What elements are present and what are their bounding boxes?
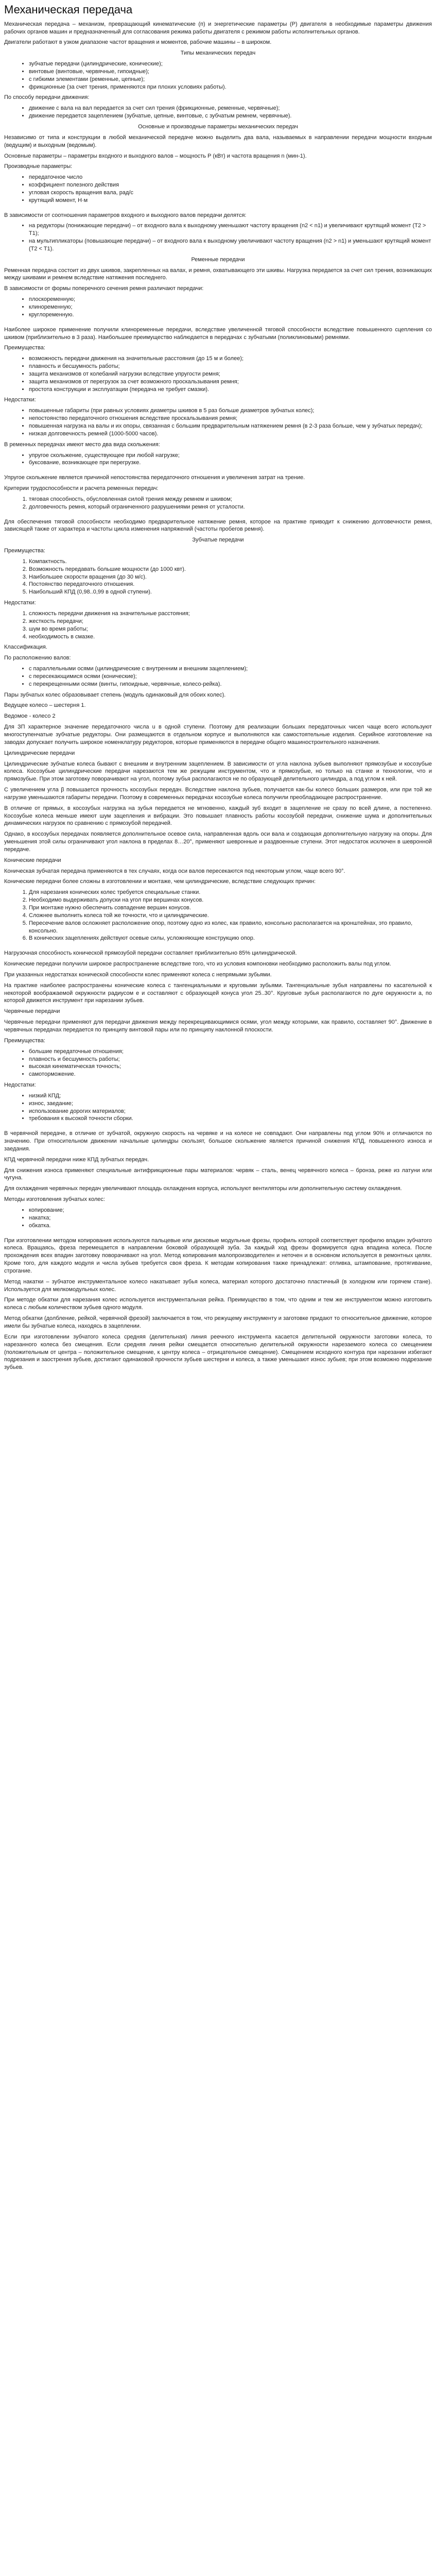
- list-item: • зубчатые передачи (цилиндрические, конические);: [29, 60, 432, 68]
- list-item: • повышенные габариты (при равных условиях диаметры шкивов в 5 раз больше диаметров зубчатых колес);: [29, 407, 432, 415]
- paragraph: При указанных недостатках конической способности колес применяют колеса с непрямыми зубьями.: [4, 971, 272, 978]
- list-item: • простота конструкции и эксплуатации (передача не требует смазки).: [29, 386, 432, 394]
- paragraph: По расположению валов:: [4, 655, 71, 662]
- paragraph: Независимо от типа и конструкции в любой механической передаче можно выделить два вала, называемых в направлении передачи мощности входным (ведущим) и выходным (ведомым).: [4, 134, 432, 148]
- paragraph: Конические передачи получили широкое распространение вследствие того, что из условия компоновки необходимо расположить валы под углом.: [4, 961, 391, 968]
- list-item: • угловая скорость вращения вала, рад/с: [29, 189, 432, 197]
- list-item: 3. Наибольшее скорости вращения (до 30 м/с).: [29, 573, 432, 581]
- list-item: • защита механизмов от колебаний нагрузки вследствие упругости ремня;: [29, 370, 432, 378]
- paragraph: Основные параметры – параметры входного и выходного валов – мощность Р (кВт) и частота вращения n (мин-1).: [4, 152, 307, 159]
- paragraph: Производные параметры:: [4, 163, 73, 170]
- paragraph: Ременная передача состоит из двух шкивов, закрепленных на валах, и ремня, охватывающего эти шкивы. Нагрузка передается за счет сил трения, возникающих между шкивами и ремнем вследствие натяжения последнего.: [4, 267, 432, 281]
- bullet-list: [4, 296, 432, 319]
- list-item: • износ, заедание;: [29, 1100, 432, 1108]
- document-body: [4, 21, 432, 1371]
- bullet-list: [4, 174, 432, 204]
- paragraph: Если при изготовлении зубчатого колеса средняя (делительная) линия реечного инструмента касается делительной окружности заготовки колеса, то нарезанного колеса без смещения. Если средняя линия рейки смещается относительно делительной окружности нарезаемого колеса со смещением (положительным от центра – положительное смещение, к центру колеса – отрицательное смещение). Смещением исходного контура при нарезании избегают подрезания и заострения зубьев, достигают одинаковой прочности зубьев шестерни и колеса, а также уменьшают износ зубьев; при этом возможно подрезание зубьев.: [4, 1333, 432, 1371]
- list-item: • плоскоременную;: [29, 296, 432, 303]
- paragraph: Наиболее широкое применение получили клиноременные передачи, вследствие увеличенной тяговой способности вследствие повышенного сцепления со шкивом (приблизительно в 3 раза). Наибольшее преимущество наблюдается в передачах с зубчатыми (поликлиновыми) ремнями.: [4, 326, 432, 341]
- paragraph: С увеличением угла β повышается прочность косозубых передач. Вследствие наклона зубьев, получается как-бы колесо больших размеров, или при той же нагрузке уменьшаются габариты передачи. Поэтому в современных передачах косозубые колеса получили преобладающее распространение.: [4, 787, 432, 801]
- paragraph: Недостатки:: [4, 600, 36, 606]
- list-item: • с перекрещенными осями (винты, гипоидные, червячные, колесо-рейка).: [29, 681, 432, 688]
- list-item: • круглоременную.: [29, 311, 432, 319]
- paragraph: Цилиндрические зубчатые колеса бывают с внешним и внутренним зацеплением. В зависимости от угла наклона зубьев выполняют прямозубые и косозубые колеса. Косозубые цилиндрические передачи нарезаются тем же режущим инструментом, что и прямозубые, но только на станке и технологии, что и прямозубые. При этом заготовку поворачивают на угол, поэтому зубья располагаются не по образующей делительного цилиндра, а под углом к ней.: [4, 760, 432, 783]
- paragraph: Преимущества:: [4, 1037, 45, 1044]
- section-heading: Ременные передачи: [191, 256, 245, 263]
- list-item: • упругое скольжение, существующее при любой нагрузке;: [29, 452, 432, 460]
- list-item: • винтовые (винтовые, червячные, гипоидные);: [29, 68, 432, 76]
- paragraph: Недостатки:: [4, 397, 36, 403]
- spacer: [4, 1126, 432, 1130]
- paragraph: Конические передачи более сложны в изготовлении и монтаже, чем цилиндрические, вследствие следующих причин:: [4, 878, 316, 885]
- list-item: • с параллельными осями (цилиндрические с внутренним и внешним зацеплением);: [29, 665, 432, 673]
- paragraph: Пары зубчатых колес образовывает степень (модуль одинаковый для обоих колес).: [4, 691, 226, 698]
- paragraph: Для охлаждения червячных передач увеличивают площадь охлаждения корпуса, используют вентиляторы или дополнительную систему охлаждения.: [4, 1185, 402, 1192]
- paragraph: Классификация.: [4, 644, 47, 651]
- section-heading: Типы механических передач: [180, 50, 256, 57]
- list-item: 4. необходимость в смазке.: [29, 633, 432, 641]
- numbered-list: [4, 610, 432, 640]
- paragraph: Для ЗП характерное значение передаточного числа u в одной ступени. Поэтому для реализации больших передаточных чисел чаще всего используют многоступенчатые зубчатые редукторы. Они размещаются в отдельном корпусе и выполняются как самостоятельные изделия. Серийное изготовление на заводах допускает получить широкое номенклатуру редукторов, которые применяются в передаче общего машиностроительного назначения.: [4, 724, 432, 745]
- paragraph: Коническая зубчатая передача применяются в тех случаях, когда оси валов пересекаются под некоторым углом, чаще всего 90°.: [4, 868, 345, 874]
- list-item: 1. Компактность.: [29, 558, 432, 566]
- list-item: 4. Сложнее выполнить колеса той же точности, что и цилиндрические.: [29, 912, 432, 920]
- list-item: • движение с вала на вал передается за счет сил трения (фрикционные, ременные, червячные);: [29, 105, 432, 112]
- list-item: • на редукторы (понижающие передачи) – от входного вала к выходному уменьшают частоту вращения (n2 < n1) и увеличивают крутящий момент (T2 > T1);: [29, 222, 432, 238]
- list-item: 3. При монтаже нужно обеспечить совпадение вершин конусов.: [29, 904, 432, 912]
- list-item: 2. Необходимо выдерживать допуски на угол при вершинах конусов.: [29, 896, 432, 904]
- spacer: [4, 945, 432, 950]
- paragraph: Конические передачи: [4, 857, 61, 863]
- paragraph: Метод обкатки (долбление, рейкой, червячной фрезой) заключается в том, что режущему инструменту и заготовке придают то относительное движение, которое имели бы зубчатые колеса, находясь в зацеплении.: [4, 1315, 432, 1329]
- list-item: 1. Для нарезания конических колес требуется специальные станки.: [29, 889, 432, 896]
- list-item: • накатка;: [29, 1214, 432, 1222]
- list-item: • большие передаточные отношения;: [29, 1048, 432, 1056]
- paragraph: При методе обкатки для нарезания колес используется инструментальная рейка. Преимущество в том, что одним и тем же инструментом можно изготовить колеса с любым количеством зубьев одного модуля.: [4, 1297, 432, 1311]
- list-item: • копирование;: [29, 1207, 432, 1214]
- paragraph: Для снижения износа применяют специальные антифрикционные пары материалов: червяк – сталь, венец червячного колеса – бронза, реже из латуни или чугуна.: [4, 1167, 432, 1181]
- bullet-list: [4, 222, 432, 252]
- paragraph: Метод накатки – зубчатое инструментальное колесо накатывает зубья колеса, материал которого достаточно пластичный (в холодном или горячем стане). Используется для мелкомодульных колес.: [4, 1278, 432, 1293]
- list-item: 1. сложность передачи движения на значительные расстояния;: [29, 610, 432, 618]
- list-item: 5. Пересечение валов осложняет расположение опор, поэтому одно из колес, как правило, консольно располагается на кронштейнах, это правило, консольно.: [29, 920, 432, 935]
- bullet-list: [4, 1092, 432, 1123]
- paragraph: В червячной передаче, в отличие от зубчатой, окружную скорость на червяке и на колесе не совпадают. Они направлены под углом 90% и отличаются по значению. При относительном движении начальные цилиндры скользят, большое скольжение является причиной снижения КПД, повышенного износа и заедания.: [4, 1130, 432, 1152]
- bullet-list: [4, 60, 432, 91]
- paragraph: Недостатки:: [4, 1082, 36, 1089]
- paragraph: КПД червячной передачи ниже КПД зубчатых передач.: [4, 1156, 149, 1163]
- list-item: 2. жесткость передачи;: [29, 618, 432, 625]
- spacer: [4, 1233, 432, 1237]
- list-item: 2. Возможность передавать большие мощности (до 1000 квт).: [29, 566, 432, 573]
- list-item: 2. долговечность ремня, который ограниченного разрушениями ремня от усталости.: [29, 503, 432, 511]
- list-item: 3. шум во время работы;: [29, 625, 432, 633]
- paragraph: Механическая передача – механизм, превращающий кинематические (п) и энергетические параметры (Р) двигателя в необходимые параметры движения рабочих органов машин и предназначенный для согласования режима работы двигателя с режимом работы исполнительных органов.: [4, 21, 432, 35]
- spacer: [4, 470, 432, 474]
- bullet-list: [4, 105, 432, 120]
- paragraph: Цилиндрические передачи: [4, 750, 75, 756]
- list-item: • непостоянство передаточного отношения вследствие проскальзывания ремня;: [29, 415, 432, 422]
- paragraph: Методы изготовления зубчатых колес:: [4, 1196, 105, 1203]
- paragraph: Ведомое - колесо 2: [4, 713, 56, 720]
- paragraph: Преимущества:: [4, 345, 45, 351]
- spacer: [4, 514, 432, 518]
- list-item: 5. Наибольший КПД (0,98..0,99 в одной ступени).: [29, 588, 432, 596]
- bullet-list: [4, 407, 432, 437]
- list-item: • низкая долговечность ремней (1000-5000 часов).: [29, 430, 432, 438]
- bullet-list: [4, 665, 432, 688]
- list-item: • на мультипликаторы (повышающие передачи) – от входного вала к выходному увеличивают частоту вращения (n2 > n1) и уменьшают крутящий момент (T2 < T1).: [29, 238, 432, 253]
- numbered-list: [4, 496, 432, 511]
- paragraph: Ведущее колесо – шестерня 1.: [4, 702, 86, 709]
- list-item: 4. Постоянство передаточного отношения.: [29, 581, 432, 588]
- paragraph: Червячные передачи: [4, 1008, 60, 1015]
- paragraph: В ременных передачах имеют место два вида скольжения:: [4, 441, 160, 448]
- paragraph: На практике наиболее распространены конические колеса с тангенциальными и круговыми зубьями. Тангенциальные зубья направлены по касательной к некоторой воображаемой окружности радиусом e и составляют с образующей конуса угол 25..30°. Круговые зубья располагаются по дуге окружности а, по которой движется инструмент при нарезании зубьев.: [4, 982, 432, 1004]
- list-item: • плавность и бесшумность работы;: [29, 363, 432, 370]
- paragraph: Червячные передачи применяют для передачи движения между перекрещивающимися осями, угол между которыми, как правило, составляет 90°. Движение в червячных передачах передается по принципу винтовой пары или по принципу наклонной плоскости.: [4, 1019, 432, 1033]
- paragraph: Однако, в косозубых передачах появляется дополнительное осевое сила, направленная вдоль оси вала и создающая дополнительную нагрузку на опоры. Для уменьшения этой силы ограничивают угол наклона в пределах 8…20°, применяют шевронные и раздвоенные ступени. Этот недостаток исключен в шевронной передаче.: [4, 831, 432, 853]
- list-item: • коэффициент полезного действия: [29, 181, 432, 189]
- paragraph: В зависимости от соотношения параметров входного и выходного валов передачи делятся:: [4, 212, 247, 218]
- page-title: Механическая передача: [4, 3, 133, 16]
- paragraph: Для обеспечения тяговой способности необходимо предварительное натяжение ремня, которое на практике приводит к снижению долговечности ремня, зависящей также от характера и частоты цикла изменения напряжений (частоты пробегов ремня).: [4, 518, 432, 533]
- numbered-list: [4, 558, 432, 596]
- bullet-list: [4, 1207, 432, 1230]
- list-item: • движение передается зацеплением (зубчатые, цепные, винтовые, с зубчатым ремнем, червячные).: [29, 112, 432, 120]
- list-item: • с пересекающимися осями (конические);: [29, 673, 432, 681]
- list-item: 1. тяговая способность, обусловленная силой трения между ремнем и шкивом;: [29, 496, 432, 503]
- list-item: • клиноременную;: [29, 303, 432, 311]
- list-item: • возможность передачи движения на значительные расстояния (до 15 м и более);: [29, 355, 432, 363]
- list-item: • защита механизмов от перегрузок за счет возможного проскальзывания ремня;: [29, 378, 432, 386]
- list-item: • крутящий момент, Н·м: [29, 197, 432, 205]
- paragraph: Преимущества:: [4, 548, 45, 554]
- bullet-list: [4, 452, 432, 467]
- list-item: • буксование, возникающее при перегрузке.: [29, 459, 432, 467]
- spacer: [4, 208, 432, 212]
- list-item: • высокая кинематическая точность;: [29, 1063, 432, 1071]
- paragraph: Критерии трудоспособности и расчета ременных передач:: [4, 485, 159, 492]
- list-item: 6. В конических зацеплениях действуют осевые силы, усложняющие конструкцию опор.: [29, 935, 432, 942]
- paragraph: Упругое скольжение является причиной непостоянства передаточного отношения и увеличения затрат на трение.: [4, 474, 305, 481]
- paragraph: Нагрузочная способность конической прямозубой передачи составляет приблизительно 85% цилиндрической.: [4, 950, 297, 957]
- bullet-list: [4, 1048, 432, 1078]
- paragraph: Двигатели работают в узком диапазоне частот вращения и моментов, рабочие машины – в широком.: [4, 39, 272, 46]
- bullet-list: [4, 355, 432, 393]
- numbered-list: [4, 889, 432, 942]
- paragraph: При изготовлении методом копирования используются пальцевые или дисковые модульные фрезы, профиль которой соответствует профилю впадин зубчатого колеса. Вращаясь, фреза перемещается в направлении боковой образующей зуба. За каждый ход фрезы формируется одна впадина колеса. После прохождения всех впадин заготовку поворачивают на угол. Метод копирования малопроизводителен и неточен и в основном используется в ремонтных целях. Кроме того, для каждого модуля и числа зубьев требуется своя фреза. К методам копирования также принадлежат: отливка, штампование, протягивание, строгание.: [4, 1237, 432, 1274]
- list-item: • обкатка.: [29, 1222, 432, 1230]
- section-heading: Зубчатые передачи: [192, 537, 244, 544]
- paragraph: В зависимости от формы поперечного сечения ремня различают передачи:: [4, 285, 204, 292]
- section-heading: Основные и производные параметры механических передач: [138, 123, 298, 130]
- list-item: • низкий КПД;: [29, 1092, 432, 1100]
- list-item: • требования к высокой точности сборки.: [29, 1115, 432, 1123]
- paragraph: В отличие от прямых, в косозубых нагрузка на зубья передается не мгновенно, каждый зуб входит в зацепление не сразу по всей длине, а постепенно. Косозубые колеса меньше имеют шум зацепления и вибрации. Это повышает плавность работы косозубой передачи, снижение шума и дополнительных динамических нагрузок по сравнению с прямозубой передачей.: [4, 805, 432, 827]
- spacer: [4, 322, 432, 326]
- paragraph: По способу передачи движения:: [4, 94, 90, 101]
- list-item: • плавность и бесшумность работы;: [29, 1056, 432, 1063]
- list-item: • фрикционные (за счет трения, применяются при плохих условиях работы).: [29, 83, 432, 91]
- list-item: • передаточное число: [29, 174, 432, 181]
- list-item: • повышенная нагрузка на валы и их опоры, связанная с большим предварительным натяжением ремня (в 2-3 раза больше, чем у зубчатых передач);: [29, 422, 432, 430]
- list-item: • самоторможение.: [29, 1071, 432, 1078]
- list-item: • с гибкими элементами (ременные, цепные);: [29, 76, 432, 83]
- list-item: • использование дорогих материалов;: [29, 1108, 432, 1115]
